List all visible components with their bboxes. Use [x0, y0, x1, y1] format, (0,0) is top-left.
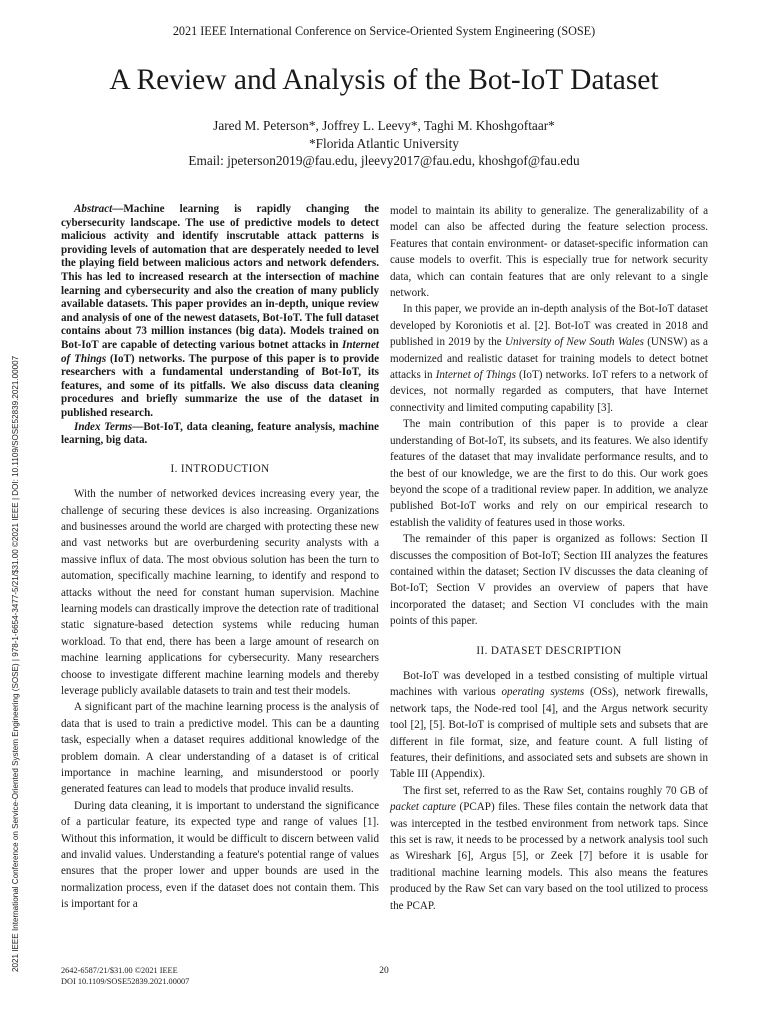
- section-heading-introduction: I. INTRODUCTION: [170, 462, 270, 475]
- left-column: [61, 203, 379, 913]
- intro-paragraph-4: [390, 301, 708, 416]
- abstract: [61, 203, 379, 421]
- para-text: Bot-IoT was developed in a testbed consisting of multiple virtual machines with various: [390, 669, 708, 699]
- intro-paragraph-6: The remainder of this paper is organized as follows: Section II discusses the composition of Bot-IoT; Section III analyzes the features contained within the dataset; Section IV discusses the data cleaning of Bot-IoT; Section V provides an overview of papers that have incorporated the dataset; and Section VI concludes with the main points of this paper.: [390, 533, 708, 628]
- para-text: (UNSW) as a modernized and realistic dataset for training models to detect botnet attacks in: [390, 336, 708, 382]
- para-text: (OSs), network firewalls, network taps, the Node-red tool [4], and the Argus network security tool [2], [5]. Bot-IoT is comprised of multiple sets and subsets that are different in file format, size, and feature count. A full listing of features, their definitions, and associated sets and subsets are shown in Table III (Appendix).: [390, 686, 708, 781]
- intro-paragraph-3-cont: model to maintain its ability to generalize. The generalizability of a model can also be affected during the feature selection process. Features that contain environment- or dataset-specific information can cause models to overfit. This is especially true for network security data, which can contain features that are only relevant to a single network.: [390, 205, 708, 300]
- abstract-text-end: (IoT) networks. The purpose of this paper is to provide researchers with a fundamental understanding of Bot-IoT, its features, and some of its pitfalls. We also discuss data cleaning procedures and briefly summarize the use of the dataset in published research.: [61, 352, 379, 419]
- side-citation-strip: 2021 IEEE International Conference on Service-Oriented System Engineering (SOSE) | 978-1-6654-3477-5/21/$31.00 ©2021 IEEE | DOI: 10.1109/SOSE52839.2021.00007: [11, 355, 20, 972]
- right-column: [390, 203, 708, 914]
- para-text: The first set, referred to as the Raw Set, contains roughly 70 GB of: [403, 784, 708, 797]
- index-terms-label: Index Terms: [74, 420, 133, 433]
- author-emails: Email: jpeterson2019@fau.edu, jleevy2017@fau.edu, khoshgof@fau.edu: [188, 153, 580, 168]
- conference-header: 2021 IEEE International Conference on Service-Oriented System Engineering (SOSE): [172, 24, 596, 38]
- paper-title: A Review and Analysis of the Bot-IoT Dataset: [109, 64, 659, 96]
- dataset-paragraph-2: [390, 783, 708, 914]
- index-terms: [61, 421, 379, 448]
- abstract-label: Abstract: [74, 203, 113, 215]
- dataset-paragraph-1: [390, 668, 708, 783]
- para-text: (IoT) networks. IoT refers to a network of devices, not normally regarded as computers, that have Internet connectivity and limited computing capability [3].: [390, 369, 708, 414]
- os-term: operating systems: [501, 686, 585, 699]
- author-names: Jared M. Peterson*, Joffrey L. Leevy*, Taghi M. Khoshgoftaar*: [213, 118, 555, 133]
- intro-paragraph-3: During data cleaning, it is important to understand the significance of a particular feature, its expected type and range of values [1]. Without this information, it would be difficult to discern between valid and invalid values. Understanding a feature's potential range of values ensures that the proper lower and upper bounds are used in the normalization process, even if the dataset does not contain them. This is important for a: [61, 799, 379, 911]
- footer-issn: 2642-6587/21/$31.00 ©2021 IEEE: [61, 966, 178, 975]
- abstract-dash: —: [112, 203, 124, 215]
- intro-paragraph-1: With the number of networked devices increasing every year, the challenge of securing these devices is also increasing. Organizations and businesses around the world are charged with protecting these new and vast networks but are overburdening security analysts with a massive influx of data. The most obvious solution has been the turn to automation, specifically machine learning, to identify and respond to attacks without the need for constant human supervision. Machine learning models can drastically improve the detection rate of traditional static signature-based detection systems while reducing human workload. To that end, there has been a large amount of research on machine learning applications for cybersecurity. Many researchers choose to investigate different machine learning models and thereby leverage publicly available datasets to train and test their models.: [61, 488, 379, 697]
- intro-paragraph-2: A significant part of the machine learning process is the analysis of data that is used to train a predictive model. This can be a daunting task, especially when a dataset requires additional knowledge of the problem domain. A clear understanding of a dataset is of critical importance in machine learning, and misunderstood or poorly generated features can lead to models that produce invalid results.: [61, 701, 379, 796]
- iot-term: Internet of Things: [435, 369, 516, 382]
- affiliation: *Florida Atlantic University: [309, 135, 459, 151]
- para-text: (PCAP) files. These files contain the network data that was intercepted in the testbed environment from network taps. Since this set is raw, it needs to be processed by a network analysis tool such as Wireshark [6], Argus [5], or Zeek [7] before it is usable for traditional machine learning models. This also means the features produced by the Raw Set can vary based on the tool utilized to process the PCAP.: [390, 801, 708, 912]
- abstract-iot-term: Internet of Things: [61, 338, 379, 365]
- section-heading-dataset: II. DATASET DESCRIPTION: [476, 644, 622, 657]
- index-terms-text: Bot-IoT, data cleaning, feature analysis, machine learning, big data.: [61, 420, 379, 447]
- abstract-text: Machine learning is rapidly changing the cybersecurity landscape. The use of predictive models to detect malicious activity and identify inscrutable attack patterns is providing levels of automation that are desperately needed to level the playing field between malicious actors and network defenders. This has led to increased research at the intersection of machine learning and cybersecurity and also the creation of many publicly available datasets. This paper provides an in-depth, unique review and analysis of one of the newest datasets, Bot-IoT. The full dataset contains about 73 million instances (big data). Models trained on Bot-IoT are capable of detecting various botnet attacks in: [61, 203, 379, 351]
- page-number: 20: [379, 966, 389, 976]
- footer-doi: DOI 10.1109/SOSE52839.2021.00007: [61, 976, 190, 986]
- intro-paragraph-5: The main contribution of this paper is to provide a clear understanding of Bot-IoT, its subsets, and its features. We also identify features of the dataset that may invalidate performance results, and to the best of our knowledge, we are the first to do this. Our work goes beyond the scope of a traditional review paper. In addition, we analyze published Bot-IoT works and rely on our empirical research to establish the validity of features used in those works.: [390, 418, 708, 529]
- index-terms-dash: —: [132, 420, 144, 433]
- author-block: [0, 117, 768, 170]
- unsw-term: University of New South Wales: [504, 336, 644, 349]
- pcap-term: packet capture: [390, 801, 456, 814]
- para-text: In this paper, we provide an in-depth analysis of the Bot-IoT dataset developed by Koroniotis et al. [2]. Bot-IoT was created in 2018 and published in 2019 by the: [390, 303, 708, 349]
